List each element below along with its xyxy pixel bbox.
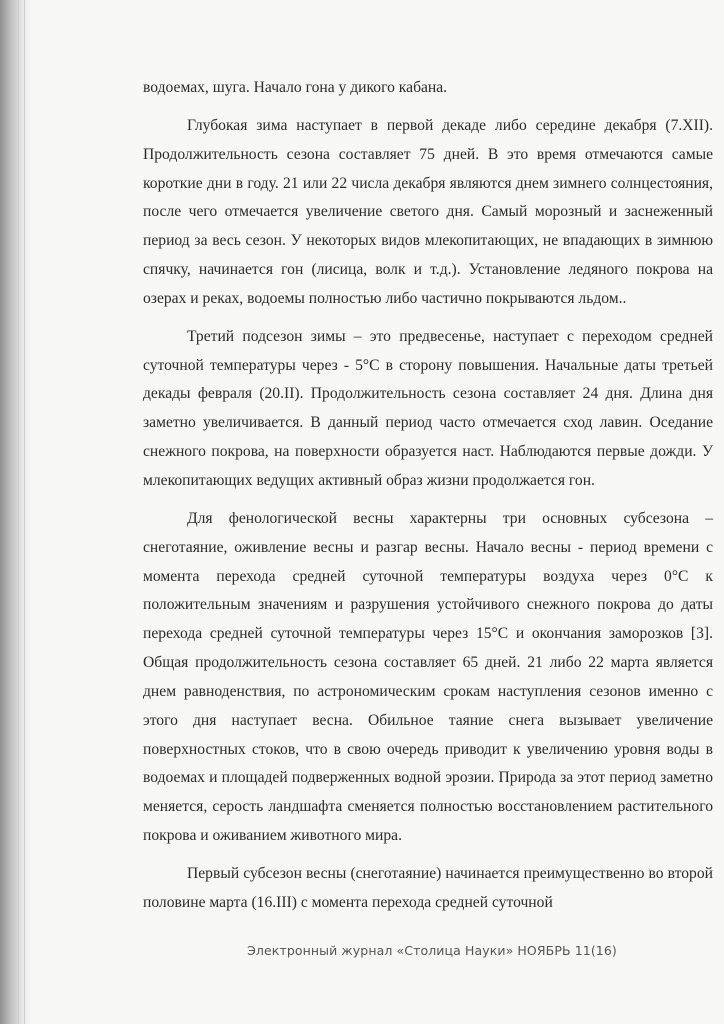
body-text (143, 74, 713, 927)
scan-binding-shadow (0, 0, 30, 1024)
paragraph: водоемах, шуга. Начало гона у дикого кабана. (143, 79, 448, 96)
paragraph: Для фенологической весны характерны три основных субсезона – снеготаяние, оживление весны и разгар весны. Начало весны - период времени с момента перехода средней суточной температуры воздуха через 0°С к положительным значениям и разрушения устойчивого снежного покрова до даты перехода средней суточной температуры через 15°С и окончания заморозков [3]. Общая продолжительность сезона составляет 65 дней. 21 либо 22 марта является днем равноденствия, по астрономическим срокам наступления сезонов именно с этого дня наступает весна. Обильное таяние снега вызывает увеличение поверхностных стоков, что в свою очередь приводит к увеличению уровня воды в водоемах и площадей подверженных водной эрозии. Природа за этот период заметно меняется, серость ландшафта сменяется полностью восстановлением растительного покрова и оживанием животного мира. (143, 509, 713, 845)
page-stack-edge (18, 0, 19, 1024)
page-stack-edge (24, 0, 25, 1024)
paragraph: Третий подсезон зимы – это предвесенье, наступает с переходом средней суточной температуры через - 5°С в сторону повышения. Начальные даты третьей декады февраля (20.II). Продолжительность сезона составляет 24 дня. Длина дня заметно увеличивается. В данный период часто отмечается сход лавин. Оседание снежного покрова, на поверхности образуется наст. Наблюдаются первые дожди. У млекопитающих ведущих активный образ жизни продолжается гон. (143, 327, 713, 489)
paragraph: Первый субсезон весны (снеготаяние) начинается преимущественно во второй половине марта (16.III) с момента перехода средней суточной (143, 864, 713, 911)
page-footer: Электронный журнал «Столица Науки» НОЯБРЬ 11(16) (247, 943, 617, 958)
paragraph: Глубокая зима наступает в первой декаде либо середине декабря (7.XII). Продолжительность сезона составляет 75 дней. В это время отмечаются самые короткие дни в году. 21 или 22 числа декабря являются днем зимнего солнцестояния, после чего отмечается увеличение светого дня. Самый морозный и заснеженный период за весь сезон. У некоторых видов млекопитающих, не впадающих в зимнюю спячку, начинается гон (лисица, волк и т.д.). Установление ледяного покрова на озерах и реках, водоемы полностью либо частично покрываются льдом.. (143, 116, 713, 307)
